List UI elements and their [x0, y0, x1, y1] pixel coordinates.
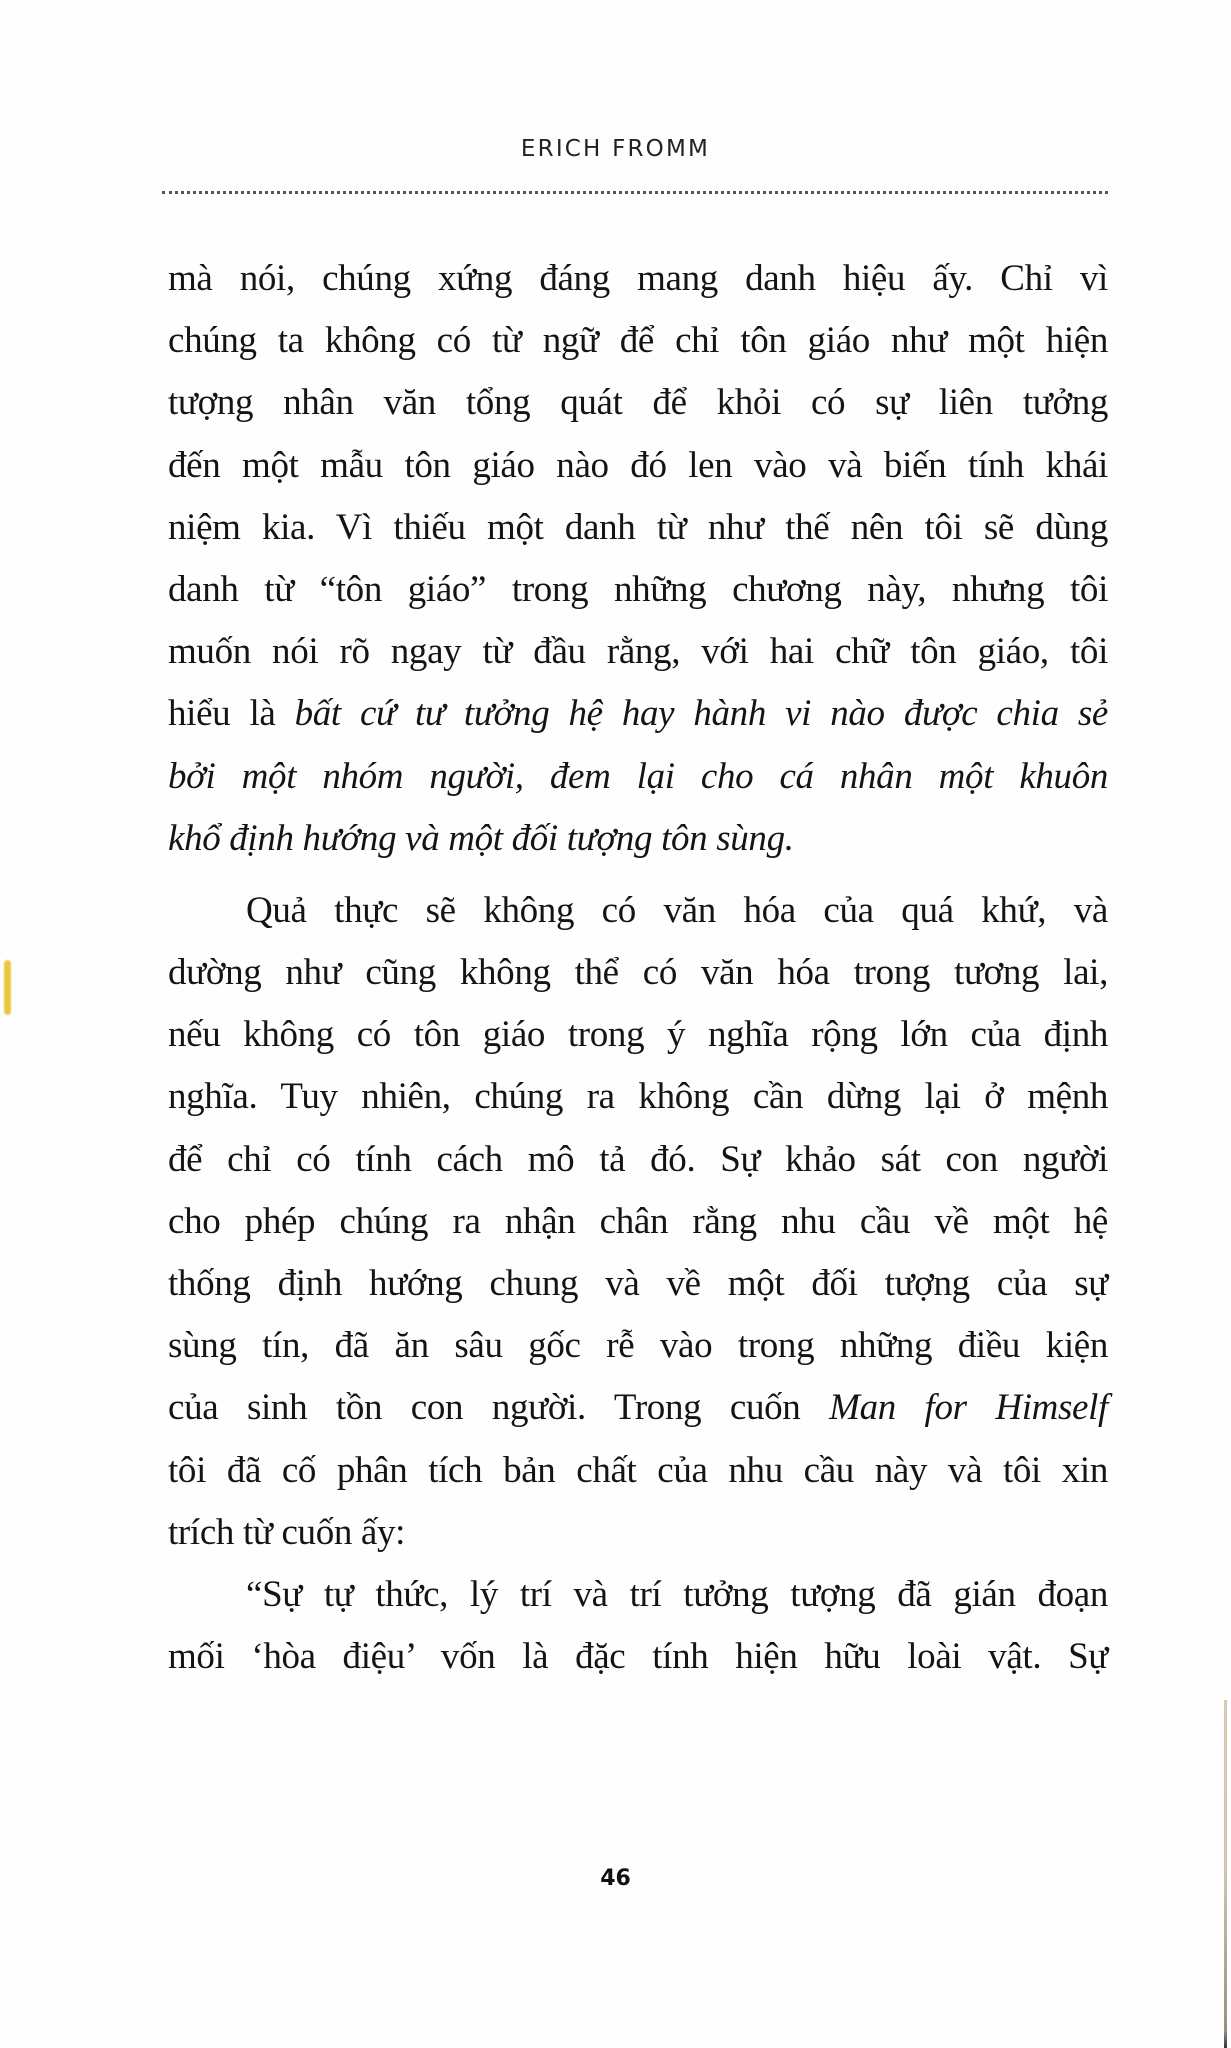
italic-definition: khổ định hướng và một đối tượng tôn sùng. — [168, 817, 794, 859]
book-title-italic: Man for Himself — [829, 1387, 1108, 1429]
text-line: “Sự tự thức, lý trí và trí tưởng tượng đã gián đoạn — [246, 1573, 1108, 1615]
text-line: nghĩa. Tuy nhiên, chúng ra không cần dừng lại ở mệnh — [168, 1076, 1108, 1118]
text-line: nếu không có tôn giáo trong ý nghĩa rộng lớn của định — [168, 1014, 1108, 1056]
text-line: niệm kia. Vì thiếu một danh từ như thế nên tôi sẽ dùng — [168, 506, 1108, 548]
highlighter-mark — [4, 960, 11, 1015]
text-line — [168, 808, 1108, 870]
body-text — [168, 248, 1108, 1688]
text-line: đến một mẫu tôn giáo nào đó len vào và biến tính khái — [168, 444, 1108, 486]
italic-definition: bất cứ tư tưởng hệ hay hành vi nào được chia sẻ — [294, 693, 1108, 735]
text-line: cho phép chúng ra nhận chân rằng nhu cầu về một hệ — [168, 1200, 1108, 1242]
text-line — [168, 746, 1108, 808]
text-line: của sinh tồn con người. Trong cuốn Man for Himself — [168, 1387, 1108, 1429]
text-line: muốn nói rõ ngay từ đầu rằng, với hai chữ tôn giáo, tôi — [168, 631, 1108, 673]
page-number: 46 — [600, 1866, 631, 1891]
text-line: hiểu là bất cứ tư tưởng hệ hay hành vi nào được chia sẻ — [168, 693, 1108, 735]
text-line: trích từ cuốn ấy: — [168, 1511, 406, 1553]
text-line: Quả thực sẽ không có văn hóa của quá khứ, và — [246, 889, 1108, 931]
running-head: ERICH FROMM — [520, 136, 711, 162]
text-line: dường như cũng không thể có văn hóa trong tương lai, — [168, 952, 1108, 994]
text-line: danh từ “tôn giáo” trong những chương này, nhưng tôi — [168, 568, 1108, 610]
header-dotted-rule — [162, 191, 1108, 194]
text-line: mối ‘hòa điệu’ vốn là đặc tính hiện hữu loài vật. Sự — [168, 1636, 1108, 1678]
text-line: thống định hướng chung và về một đối tượng của sự — [168, 1263, 1108, 1304]
italic-definition: bởi một nhóm người, đem lại cho cá nhân một khuôn — [168, 755, 1108, 797]
text-line: tôi đã cố phân tích bản chất của nhu cầu này và tôi xin — [168, 1449, 1108, 1491]
text-line: chúng ta không có từ ngữ để chỉ tôn giáo như một hiện — [168, 320, 1108, 362]
text-line: tượng nhân văn tổng quát để khỏi có sự liên tưởng — [168, 382, 1108, 424]
text-line: mà nói, chúng xứng đáng mang danh hiệu ấy. Chỉ vì — [168, 258, 1108, 299]
text-line: sùng tín, đã ăn sâu gốc rễ vào trong những điều kiện — [168, 1325, 1108, 1367]
text-line: để chỉ có tính cách mô tả đó. Sự khảo sát con người — [168, 1138, 1108, 1180]
